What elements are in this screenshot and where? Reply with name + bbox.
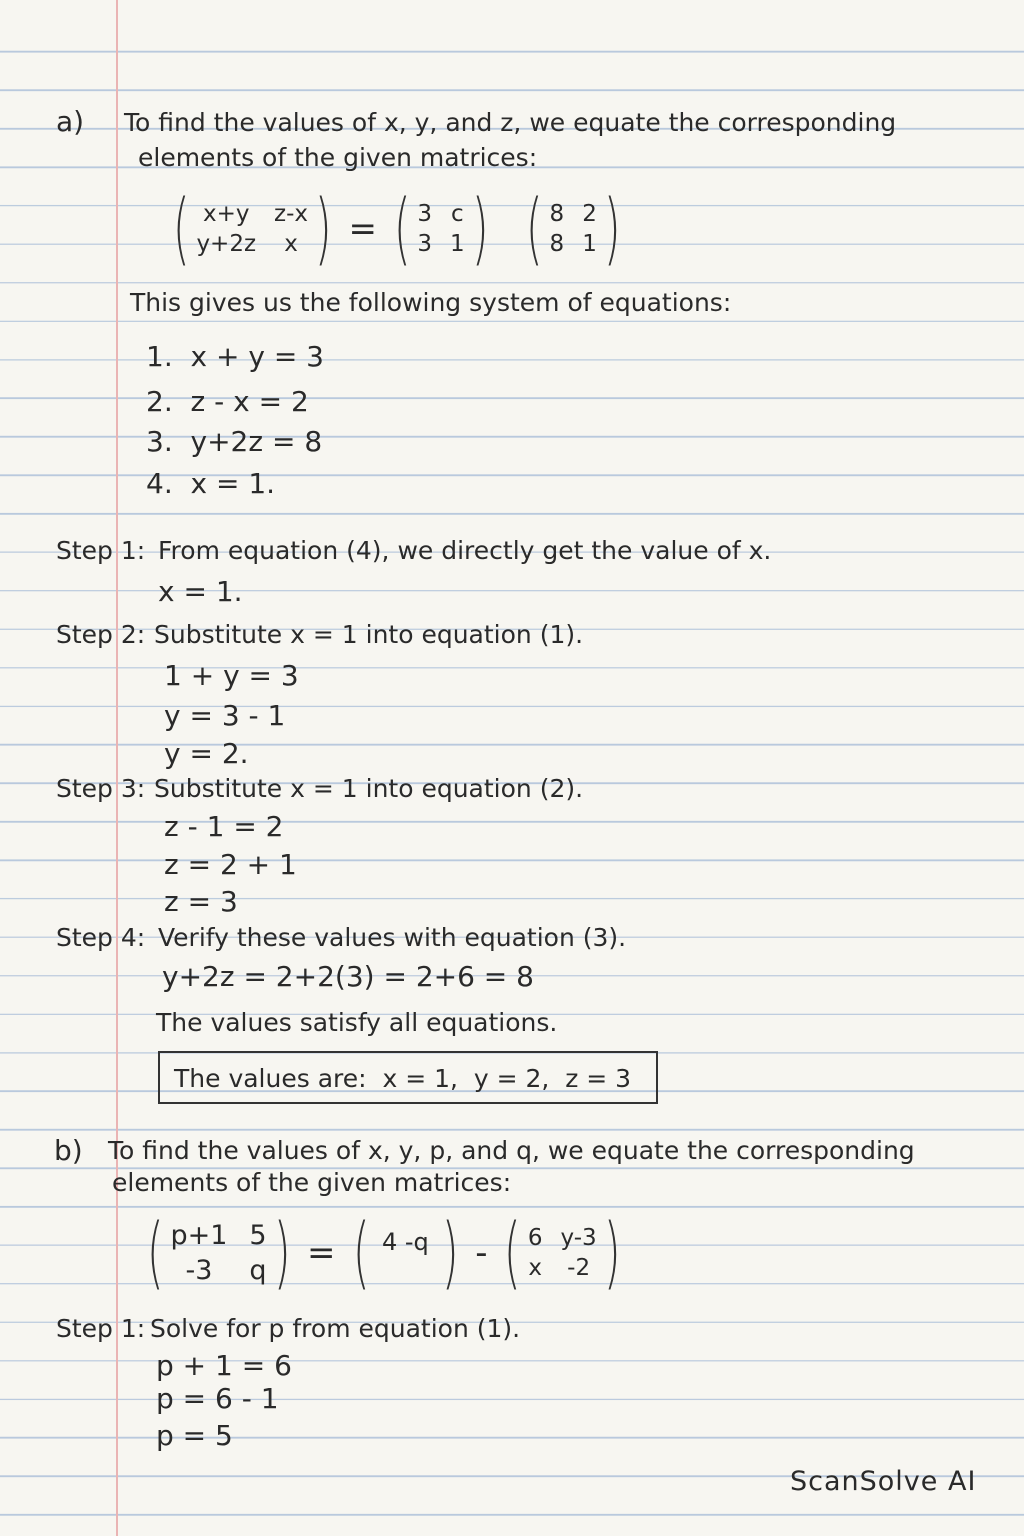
paren-left: (: [352, 1208, 370, 1298]
step-label: Step 1:: [56, 1314, 146, 1343]
equation-1: 1. x + y = 3: [146, 340, 324, 373]
matrix-cell: 6: [527, 1225, 543, 1251]
paren-right: ): [471, 184, 489, 274]
step-label: Step 3:: [56, 774, 146, 803]
lhs-matrix: [170, 1220, 266, 1286]
paren-right: ): [273, 1208, 291, 1298]
matrix-cell: 8: [549, 231, 565, 257]
matrix-cell: p+1: [170, 1220, 228, 1251]
matrix-cell: 3: [417, 231, 433, 257]
step-text: Substitute x = 1 into equation (1).: [154, 620, 584, 649]
equation-3: 3. y+2z = 8: [146, 425, 323, 458]
matrix-cell: 2: [582, 201, 597, 227]
matrix-cell: -3: [185, 1255, 213, 1286]
paren-right: ): [314, 184, 332, 274]
brand-watermark: ScanSolve AI: [790, 1466, 977, 1497]
step-line: 1 + y = 3: [164, 659, 299, 692]
paren-left: (: [504, 1208, 522, 1298]
rhs-matrix-1: [417, 201, 464, 257]
paren-left: (: [525, 184, 543, 274]
step-line: y = 2.: [164, 737, 249, 770]
step-label: Step 2:: [56, 620, 146, 649]
matrix-cell: 8: [549, 201, 565, 227]
step-line: z = 2 + 1: [164, 848, 297, 881]
matrix-cell: x+y: [202, 201, 250, 227]
part-a-matrix-equation: [166, 184, 627, 274]
matrix-cell: c: [451, 201, 464, 227]
step-line: y = 3 - 1: [164, 699, 286, 732]
lhs-matrix: [196, 201, 308, 257]
rhs-matrix-2: [528, 1225, 597, 1281]
matrix-cell: 5: [249, 1220, 267, 1251]
matrix-cell: -2: [567, 1255, 591, 1281]
paren-left: (: [146, 1208, 164, 1298]
step-line: x = 1.: [158, 575, 243, 608]
step-label: Step 4:: [56, 923, 146, 952]
part-a-intro-line1: To find the values of x, y, and z, we equate the corresponding: [124, 108, 897, 137]
matrix-cell: x: [284, 231, 298, 257]
matrix-cell: 1: [450, 231, 465, 257]
matrix-cell: y+2z: [196, 231, 257, 257]
step-text: Verify these values with equation (3).: [158, 923, 627, 952]
margin-line: [116, 0, 118, 1536]
answer-text: The values are: x = 1, y = 2, z = 3: [174, 1064, 632, 1093]
matrix-cell: y-3: [560, 1225, 597, 1251]
step-line: p = 5: [156, 1419, 233, 1452]
step-text: From equation (4), we directly get the value of x.: [158, 536, 772, 565]
paren-right: ): [603, 1208, 621, 1298]
paren-left: (: [172, 184, 190, 274]
step-line: p = 6 - 1: [156, 1382, 279, 1415]
rhs-matrix-2: [550, 201, 597, 257]
paren-right: ): [441, 1208, 459, 1298]
part-b-intro-line1: To find the values of x, y, p, and q, we equate the corresponding: [108, 1136, 915, 1165]
matrix-cell: q: [249, 1255, 267, 1286]
minus-sign: -: [475, 1233, 488, 1273]
step-line: The values satisfy all equations.: [156, 1008, 558, 1037]
paren-right: ): [603, 184, 621, 274]
paren-left: (: [393, 184, 411, 274]
matrix-cell: 3: [417, 201, 433, 227]
equals-sign: =: [307, 1233, 336, 1273]
equation-4: 4. x = 1.: [146, 467, 276, 500]
part-b-label: b): [54, 1134, 83, 1167]
step-label: Step 1:: [56, 536, 146, 565]
answer-box: [158, 1051, 658, 1104]
system-intro: This gives us the following system of equations:: [130, 288, 732, 317]
step-line: p + 1 = 6: [156, 1349, 292, 1382]
equals-sign: =: [348, 209, 377, 249]
step-line: z - 1 = 2: [164, 810, 284, 843]
step-text: Substitute x = 1 into equation (2).: [154, 774, 584, 803]
matrix-cell: 1: [582, 231, 597, 257]
step-text: Solve for p from equation (1).: [150, 1314, 521, 1343]
part-b-intro-line2: elements of the given matrices:: [112, 1168, 512, 1197]
matrix-cell: z-x: [274, 201, 309, 227]
step-line: z = 3: [164, 885, 238, 918]
rhs-matrix-1-cell: 4 -q: [381, 1228, 429, 1256]
part-a-intro-line2: elements of the given matrices:: [138, 143, 538, 172]
matrix-cell: x: [528, 1255, 543, 1281]
step-line: y+2z = 2+2(3) = 2+6 = 8: [162, 960, 534, 993]
equation-2: 2. z - x = 2: [146, 385, 309, 418]
part-b-matrix-equation: [140, 1208, 627, 1298]
part-a-label: a): [56, 105, 85, 138]
